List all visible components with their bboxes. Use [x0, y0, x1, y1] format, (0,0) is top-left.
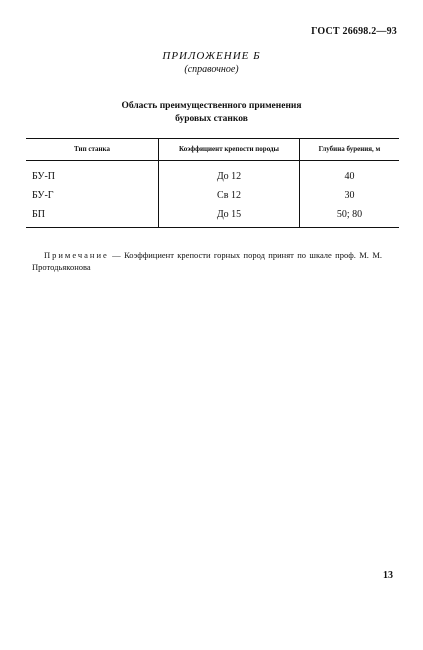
column-header-drilling-depth: Глубина бурения, м — [300, 139, 400, 161]
note-text: — Коэффициент крепости горных пород принят по шкале проф. М. М. Протодьяконова — [32, 250, 382, 272]
table-header-row — [26, 139, 399, 161]
cell-rock-hardness: Св 12 — [159, 186, 300, 205]
cell-drilling-depth: 50; 80 — [300, 205, 400, 228]
table-row — [26, 161, 399, 187]
table-title — [0, 100, 423, 126]
appendix-subtitle: (справочное) — [184, 64, 239, 75]
table-row — [26, 205, 399, 228]
cell-rig-type: БУ-П — [32, 171, 56, 182]
table-title-line-2: буровых станков — [175, 114, 248, 124]
note-label: Примечание — [44, 250, 109, 260]
page-number: 13 — [383, 570, 393, 581]
standard-code: ГОСТ 26698.2—93 — [311, 26, 397, 37]
drilling-rigs-table — [26, 138, 399, 228]
column-header-rig-type: Тип станка — [26, 139, 159, 161]
table-row — [26, 186, 399, 205]
cell-rig-type: БП — [26, 205, 159, 228]
cell-rock-hardness: До 15 — [159, 205, 300, 228]
cell-drilling-depth: 40 — [300, 161, 400, 187]
appendix-title: ПРИЛОЖЕНИЕ Б — [162, 50, 261, 62]
column-header-rock-hardness: Коэффициент крепости породы — [159, 139, 300, 161]
cell-rock-hardness: До 12 — [159, 161, 300, 187]
cell-rig-type: БУ-Г — [32, 190, 54, 201]
table-title-line-1: Область преимущественного применения — [121, 101, 302, 111]
cell-drilling-depth: 30 — [300, 186, 400, 205]
table-note — [32, 249, 382, 273]
